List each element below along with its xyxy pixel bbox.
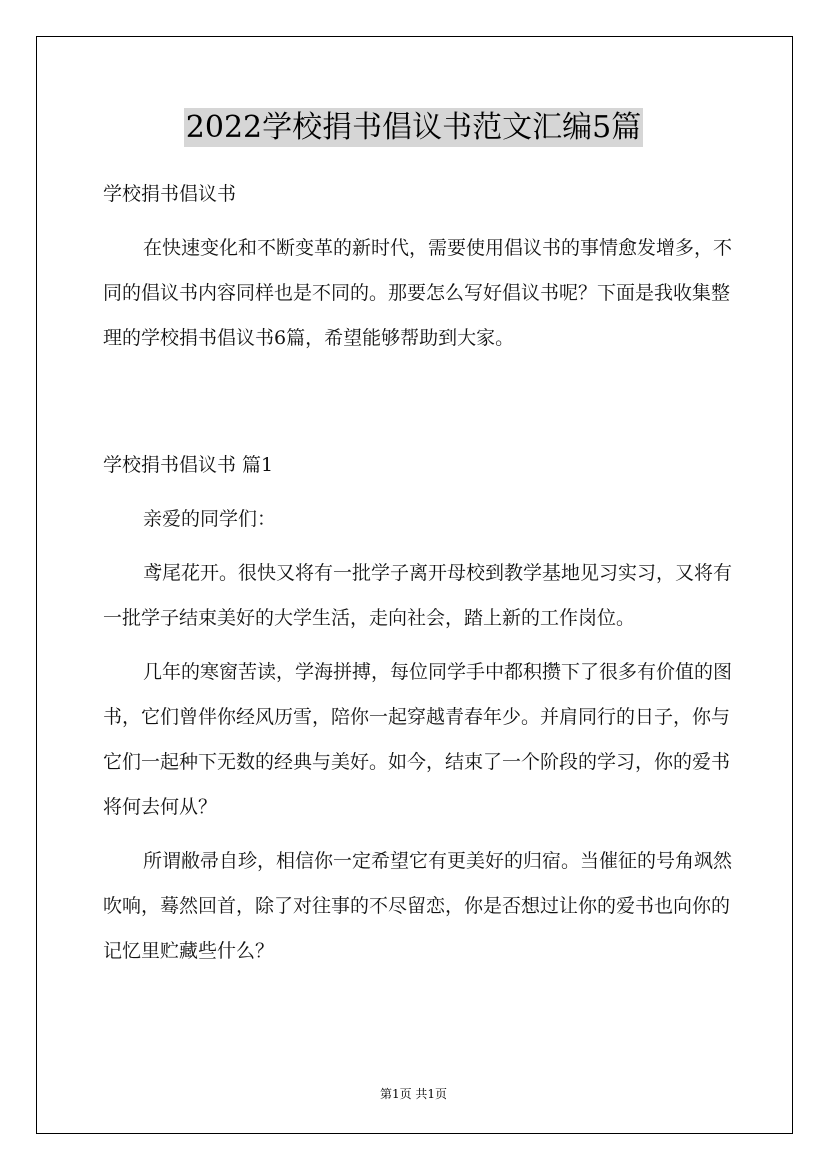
intro-paragraph [103, 226, 743, 361]
section1-paragraph-3: 所谓敝帚自珍，相信你一定希望它有更美好的归宿。当催征的号角飒然吹响，蓦然回首，除了对往事的不尽留恋，你是否想过让你的爱书也向你的记忆里贮藏些什么？ [103, 850, 733, 962]
section1-paragraph-2: 几年的寒窗苦读，学海拼搏，每位同学手中都积攒下了很多有价值的图书，它们曾伴你经风历雪，陪你一起穿越青春年少。并肩同行的日子，你与它们一起种下无数的经典与美好。如今，结束了一个阶段的学习，你的爱书将何去何从？ [103, 661, 733, 818]
section1-paragraph-1: 鸢尾花开。很快又将有一批学子离开母校到教学基地见习实习，又将有一批学子结束美好的大学生活，走向社会，踏上新的工作岗位。 [103, 562, 733, 629]
section1-heading: 学校捐书倡议书 篇1 [103, 454, 274, 476]
intro-heading: 学校捐书倡议书 [103, 183, 237, 205]
intro-paragraph-text: 在快速变化和不断变革的新时代，需要使用倡议书的事情愈发增多，不同的倡议书内容同样也是不同的。那要怎么写好倡议书呢？下面是我收集整理的学校捐书倡议书6篇，希望能够帮助到大家。 [103, 237, 733, 349]
document-title [0, 102, 827, 146]
page-footer: 第1页 共1页 [379, 1087, 448, 1101]
section1-body [103, 497, 743, 974]
section1-greeting: 亲爱的同学们： [143, 508, 277, 530]
document-title-text: 2022学校捐书倡议书范文汇编5篇 [185, 110, 642, 145]
